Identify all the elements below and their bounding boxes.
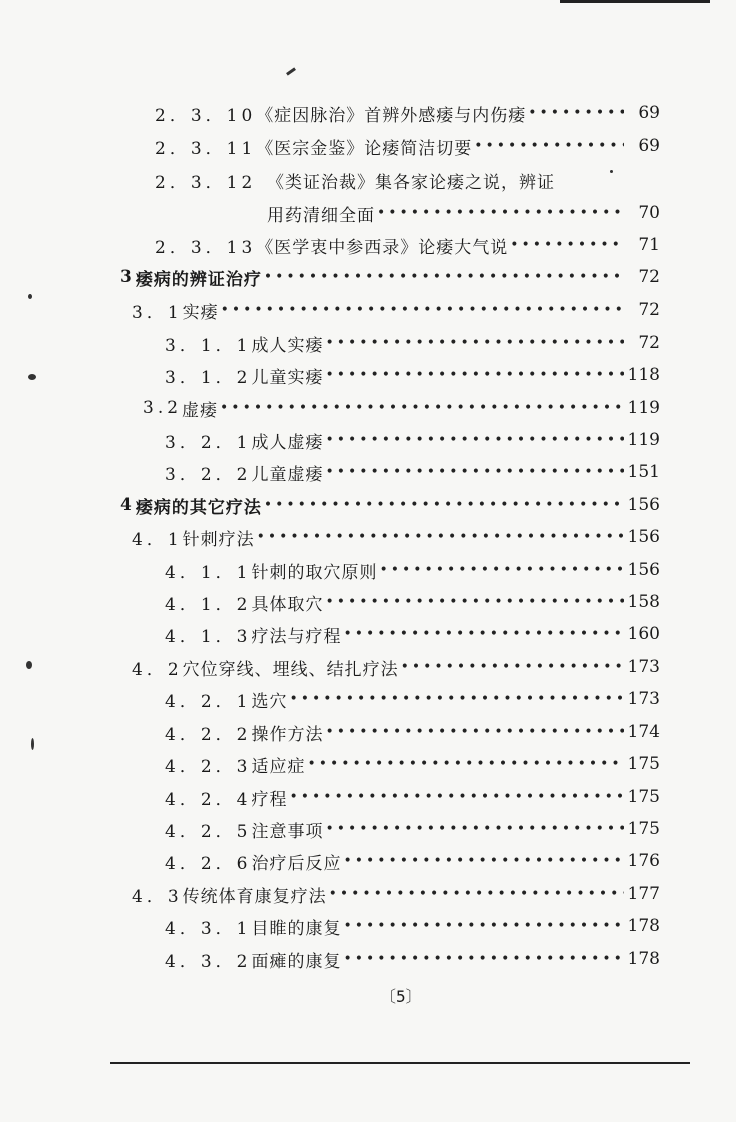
pen-stroke-mark — [286, 67, 296, 75]
toc-row[interactable] — [165, 425, 660, 455]
dot-leader — [343, 951, 624, 967]
dot-leader — [474, 138, 624, 154]
toc-title: 具体取穴 — [251, 594, 324, 615]
toc-page: 156 — [627, 560, 660, 580]
toc-page: 156 — [627, 495, 660, 515]
dot-leader — [343, 626, 624, 642]
dot-leader — [289, 691, 624, 707]
toc-number: 4．2．4 — [165, 789, 252, 810]
toc-row[interactable] — [143, 393, 660, 423]
toc-title: 《类证治裁》集各家论痿之说，辨证 — [267, 172, 555, 193]
dot-leader — [510, 237, 624, 253]
dot-leader — [221, 302, 624, 318]
toc-number: 4．1．2 — [165, 594, 252, 615]
toc-number: 4．2．5 — [165, 821, 252, 842]
toc-title: 《医宗金鉴》论痿简洁切要 — [256, 138, 473, 159]
toc-row[interactable] — [165, 814, 660, 844]
toc-number: 2．3．13 — [155, 237, 257, 258]
dot-leader — [377, 205, 624, 221]
toc-row[interactable] — [165, 360, 660, 390]
dot-leader — [325, 594, 624, 610]
toc-title: 治疗后反应 — [251, 853, 342, 874]
toc-row[interactable] — [165, 717, 660, 747]
dot-leader — [379, 562, 624, 578]
toc-number: 4．3．1 — [165, 918, 252, 939]
toc-row[interactable] — [165, 684, 660, 714]
dot-leader — [528, 105, 624, 121]
toc-chapter-row[interactable] — [120, 262, 660, 292]
toc-title: 操作方法 — [251, 724, 324, 745]
toc-row[interactable] — [132, 652, 660, 682]
toc-page: 71 — [638, 235, 660, 255]
toc-title: 针刺的取穴原则 — [251, 562, 378, 583]
toc-title: 疗法与疗程 — [251, 626, 342, 647]
toc-row[interactable] — [132, 522, 660, 552]
toc-number: 4．3．2 — [165, 951, 252, 972]
toc-page: 72 — [638, 300, 660, 320]
toc-page: 119 — [627, 430, 660, 450]
toc-title: 实痿 — [182, 302, 219, 323]
toc-title: 用药清细全面 — [267, 205, 375, 226]
toc-title: 虚痿 — [182, 400, 219, 421]
toc-number: 3.2 — [143, 398, 183, 418]
toc-number: 3．1．2 — [165, 367, 252, 388]
speck-mark — [28, 294, 32, 299]
toc-row[interactable] — [165, 457, 660, 487]
toc-number: 3．2．1 — [165, 432, 252, 453]
speck-mark — [610, 170, 613, 173]
toc-chapter-row[interactable] — [120, 490, 660, 520]
toc-page: 70 — [638, 203, 660, 223]
toc-page: 69 — [638, 103, 660, 123]
toc-page: 173 — [627, 657, 660, 677]
toc-row[interactable] — [165, 555, 660, 585]
toc-title: 选穴 — [251, 691, 288, 712]
toc-page: 178 — [627, 916, 660, 936]
dot-leader — [289, 789, 624, 805]
dot-leader — [401, 659, 624, 675]
toc-number: 4．2．3 — [165, 756, 252, 777]
dot-leader — [325, 367, 624, 383]
toc-title: 目睢的康复 — [251, 918, 342, 939]
toc-page: 173 — [627, 689, 660, 709]
toc-page: 69 — [638, 136, 660, 156]
toc-title: 《症因脉治》首辨外感痿与内伤痿 — [256, 105, 527, 126]
toc-row[interactable] — [165, 749, 660, 779]
dot-leader — [343, 853, 624, 869]
toc-title: 穴位穿线、埋线、结扎疗法 — [182, 659, 399, 680]
toc-page: 177 — [627, 884, 660, 904]
toc-title: 注意事项 — [251, 821, 324, 842]
toc-row[interactable] — [165, 587, 660, 617]
toc-number: 2．3．12 — [155, 172, 257, 193]
dot-leader — [325, 432, 624, 448]
toc-page: 151 — [627, 462, 660, 482]
toc-title: 儿童虚痿 — [251, 464, 324, 485]
toc-number: 3．1．1 — [165, 335, 252, 356]
toc-row[interactable] — [132, 295, 660, 325]
dot-leader — [329, 886, 624, 902]
toc-page: 175 — [627, 754, 660, 774]
speck-mark — [26, 661, 32, 669]
toc-number: 4．2．6 — [165, 853, 252, 874]
toc-number: 4．1．1 — [165, 562, 252, 583]
dot-leader — [325, 724, 624, 740]
dot-leader — [264, 497, 624, 513]
toc-page: 72 — [638, 333, 660, 353]
toc-number: 4．2 — [132, 659, 183, 680]
toc-title: 传统体育康复疗法 — [182, 886, 327, 907]
toc-row[interactable] — [155, 98, 660, 128]
toc-page: 158 — [627, 592, 660, 612]
toc-title: 成人实痿 — [251, 335, 324, 356]
toc-title: 疗程 — [251, 789, 288, 810]
toc-row[interactable] — [165, 782, 660, 812]
toc-number: 4 — [120, 495, 136, 515]
toc-title: 针刺疗法 — [182, 529, 255, 550]
dot-leader — [325, 821, 624, 837]
toc-page: 118 — [627, 365, 660, 385]
table-of-contents — [0, 98, 736, 978]
toc-page: 175 — [627, 819, 660, 839]
toc-page: 175 — [627, 787, 660, 807]
speck-mark — [28, 374, 36, 380]
toc-title: 痿病的其它疗法 — [135, 497, 262, 518]
toc-page: 174 — [627, 722, 660, 742]
toc-page: 178 — [627, 949, 660, 969]
toc-page: 72 — [638, 267, 660, 287]
toc-title: 《医学衷中参西录》论痿大气说 — [256, 237, 509, 258]
toc-number: 2．3．10 — [155, 105, 257, 126]
toc-number: 3．1 — [132, 302, 183, 323]
page-number: 〔5〕 — [380, 987, 422, 1006]
dot-leader — [307, 756, 624, 772]
toc-title: 面瘫的康复 — [251, 951, 342, 972]
toc-number: 3．2．2 — [165, 464, 252, 485]
toc-row-continuation[interactable] — [267, 198, 660, 228]
scan-top-edge-mark — [560, 0, 710, 9]
toc-number: 4．1．3 — [165, 626, 252, 647]
toc-row[interactable] — [165, 911, 660, 941]
toc-page: 119 — [627, 398, 660, 418]
dot-leader — [343, 918, 624, 934]
toc-number: 4．1 — [132, 529, 183, 550]
toc-number: 4．3 — [132, 886, 183, 907]
toc-page: 160 — [627, 624, 660, 644]
dot-leader — [325, 464, 624, 480]
toc-row[interactable] — [155, 230, 660, 260]
dot-leader — [264, 269, 624, 285]
dot-leader — [220, 400, 624, 416]
dot-leader — [257, 529, 624, 545]
toc-title: 儿童实痿 — [251, 367, 324, 388]
toc-row[interactable] — [132, 879, 660, 909]
toc-page: 176 — [627, 851, 660, 871]
toc-number: 3 — [120, 267, 136, 287]
toc-title: 痿病的辨证治疗 — [135, 269, 262, 290]
toc-row[interactable] — [155, 131, 660, 161]
toc-row[interactable] — [165, 846, 660, 876]
toc-number: 4．2．2 — [165, 724, 252, 745]
toc-number: 2．3．11 — [155, 138, 257, 159]
toc-row[interactable] — [165, 328, 660, 358]
speck-mark — [31, 738, 34, 750]
toc-row[interactable] — [155, 165, 625, 195]
bottom-rule — [110, 1062, 690, 1064]
toc-row[interactable] — [165, 944, 660, 974]
toc-row[interactable] — [165, 619, 660, 649]
dot-leader — [325, 335, 624, 351]
toc-title: 适应症 — [251, 756, 306, 777]
toc-page: 156 — [627, 527, 660, 547]
toc-number: 4．2．1 — [165, 691, 252, 712]
toc-title: 成人虚痿 — [251, 432, 324, 453]
